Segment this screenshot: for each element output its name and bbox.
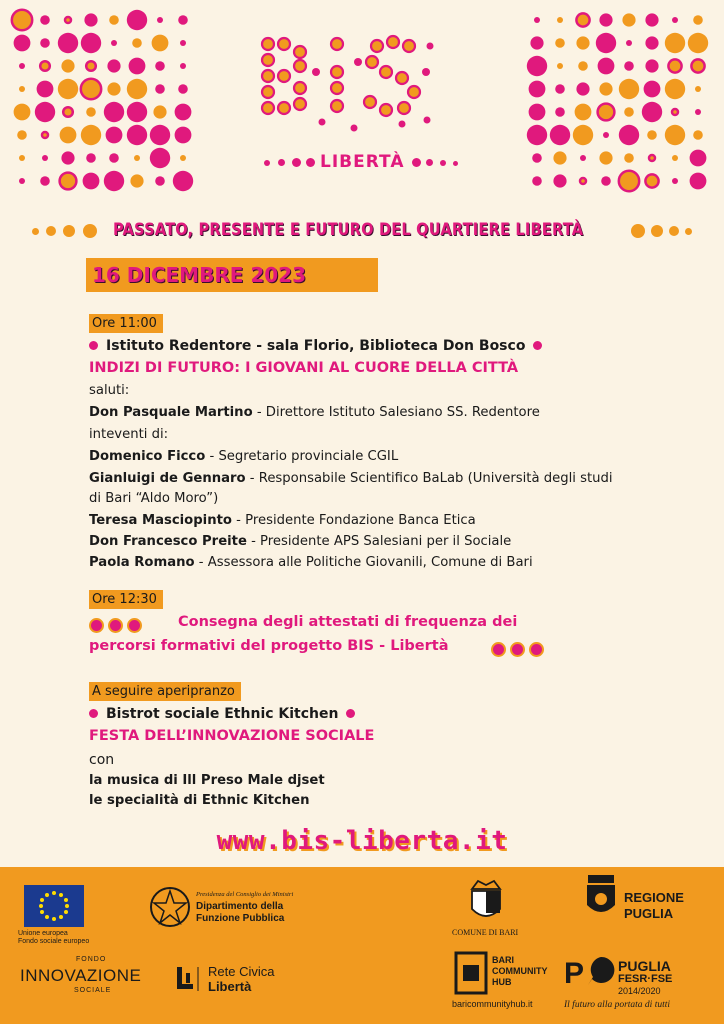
decor-dot bbox=[63, 107, 73, 117]
decor-dot bbox=[665, 125, 685, 145]
decor-dot bbox=[107, 82, 120, 95]
decor-dot bbox=[83, 173, 100, 190]
decor-dot bbox=[81, 125, 101, 145]
decor-dot bbox=[84, 13, 97, 26]
decor-dot bbox=[596, 33, 616, 53]
decor-dot bbox=[37, 81, 54, 98]
decor-dot bbox=[109, 153, 119, 163]
decor-dot bbox=[153, 105, 166, 118]
decor-dot bbox=[173, 171, 193, 191]
ring-dots-left bbox=[89, 618, 142, 633]
session-1-title: INDIZI DI FUTURO: I GIOVANI AL CUORE DELLA CITTÀ bbox=[89, 360, 519, 376]
bari-coat-of-arms-icon bbox=[466, 875, 506, 925]
decor-dot bbox=[576, 36, 589, 49]
rete-label-2: Libertà bbox=[208, 979, 252, 994]
decor-dot bbox=[532, 153, 542, 163]
dot-pattern-right bbox=[525, 8, 724, 198]
decor-dot bbox=[40, 176, 50, 186]
speaker-line bbox=[89, 555, 533, 570]
decor-dot bbox=[626, 40, 632, 46]
session-3-item: le specialità di Ethnic Kitchen bbox=[89, 793, 310, 808]
decor-dot bbox=[175, 127, 192, 144]
decor-dot bbox=[81, 33, 101, 53]
decor-dot bbox=[599, 151, 612, 164]
fondo-label: FONDO bbox=[76, 956, 107, 963]
liberta-subtitle-row bbox=[262, 152, 462, 176]
decor-dot bbox=[61, 151, 74, 164]
decor-dot bbox=[649, 155, 655, 161]
decor-dot bbox=[575, 104, 592, 121]
eu-label-2: Fondo sociale europeo bbox=[18, 938, 90, 945]
session-3-venue-line bbox=[89, 706, 355, 722]
decor-dot bbox=[550, 125, 570, 145]
decor-dot bbox=[624, 107, 634, 117]
decor-dot bbox=[81, 79, 101, 99]
decor-dot bbox=[645, 59, 658, 72]
decor-dot bbox=[555, 107, 565, 117]
decor-dot bbox=[688, 33, 708, 53]
speaker-role: - Assessora alle Politiche Giovanili, Comune di Bari bbox=[194, 555, 533, 570]
decor-dot bbox=[580, 155, 586, 161]
greetings-label: saluti: bbox=[89, 383, 130, 398]
decor-dot bbox=[573, 125, 593, 145]
dot-pattern-left bbox=[10, 8, 210, 198]
decor-dot bbox=[555, 84, 565, 94]
decor-dot bbox=[14, 35, 31, 52]
decor-dot bbox=[111, 40, 117, 46]
greeter-line bbox=[89, 405, 540, 420]
tagline: PASSATO, PRESENTE E FUTURO DEL QUARTIERE LIBERTÀ bbox=[113, 220, 584, 240]
puglia-years: 2014/2020 bbox=[618, 986, 661, 996]
decor-dot bbox=[129, 58, 146, 75]
decor-dot bbox=[150, 125, 170, 145]
decor-dot bbox=[695, 86, 701, 92]
decor-dot bbox=[672, 109, 678, 115]
decor-dot bbox=[12, 10, 32, 30]
session-1-venue-line bbox=[89, 338, 542, 354]
decor-dot bbox=[104, 102, 124, 122]
decor-dot bbox=[695, 109, 701, 115]
decor-dot bbox=[601, 176, 611, 186]
session-1-time: Ore 11:00 bbox=[89, 314, 163, 333]
decor-dot bbox=[672, 17, 678, 23]
tagline-row bbox=[30, 218, 694, 244]
speaker-role: - Presidente APS Salesiani per il Sociale bbox=[246, 534, 512, 549]
decor-dot bbox=[19, 155, 25, 161]
decor-dot bbox=[127, 79, 147, 99]
decor-dot bbox=[691, 59, 704, 72]
decor-dot bbox=[60, 173, 77, 190]
decor-dot bbox=[134, 155, 140, 161]
decor-dot bbox=[557, 17, 563, 23]
hub-label-2: COMMUNITY bbox=[492, 966, 548, 976]
speaker-role: - Presidente Fondazione Banca Etica bbox=[231, 513, 476, 528]
decor-dot bbox=[19, 63, 25, 69]
decor-dot bbox=[619, 79, 639, 99]
decor-dot bbox=[86, 153, 96, 163]
decor-dot bbox=[529, 104, 546, 121]
rete-label-1: Rete Civica bbox=[208, 964, 275, 979]
decor-dot bbox=[180, 155, 186, 161]
decor-dot bbox=[19, 86, 25, 92]
decor-dot bbox=[40, 38, 50, 48]
decor-dot bbox=[553, 174, 566, 187]
decor-dot bbox=[17, 130, 27, 140]
decor-dot bbox=[35, 102, 55, 122]
decor-dot bbox=[530, 36, 543, 49]
dfp-label-3: Funzione Pubblica bbox=[196, 913, 285, 924]
decor-dot bbox=[598, 104, 615, 121]
decor-dot bbox=[155, 84, 165, 94]
decor-dot bbox=[619, 171, 639, 191]
decor-dot bbox=[665, 79, 685, 99]
session-3-label: A seguire aperipranzo bbox=[89, 682, 241, 701]
decor-dot bbox=[132, 38, 142, 48]
decor-dot bbox=[624, 61, 634, 71]
hub-url[interactable]: baricommunityhub.it bbox=[452, 999, 533, 1009]
decor-dot bbox=[598, 58, 615, 75]
decor-dot bbox=[576, 13, 589, 26]
decor-dot bbox=[178, 15, 188, 25]
decor-dot bbox=[155, 176, 165, 186]
date-banner bbox=[86, 258, 378, 292]
greeter-name: Don Pasquale Martino bbox=[89, 405, 253, 420]
hub-label-1: BARI bbox=[492, 955, 514, 965]
decor-dot bbox=[576, 82, 589, 95]
bis-logo bbox=[252, 28, 442, 148]
decor-dot bbox=[529, 81, 546, 98]
decor-dot bbox=[104, 171, 124, 191]
decor-dot bbox=[555, 38, 565, 48]
decor-dot bbox=[527, 125, 547, 145]
decor-dot bbox=[647, 130, 657, 140]
decor-dot bbox=[14, 104, 31, 121]
bari-community-hub-logo-icon bbox=[454, 951, 488, 995]
eu-label-1: Unione europea bbox=[18, 930, 68, 937]
speaker-line bbox=[89, 471, 613, 486]
session-2-line-2: percorsi formativi del progetto BIS - Libertà bbox=[89, 638, 449, 654]
puglia-p-letter: P bbox=[564, 957, 585, 990]
decor-dot bbox=[58, 79, 78, 99]
session-3-item: la musica di Ill Preso Male djset bbox=[89, 773, 325, 788]
liberta-subtitle: LIBERTÀ bbox=[320, 152, 405, 172]
decor-dot bbox=[672, 155, 678, 161]
puglia-speech-bubble-icon bbox=[586, 955, 616, 987]
regione-puglia-emblem-icon bbox=[584, 873, 618, 921]
event-date: 16 DICEMBRE 2023 bbox=[92, 263, 307, 287]
session-2-line-1: Consegna degli attestati di frequenza dei bbox=[178, 614, 518, 630]
puglia-label-2: FESR·FSE bbox=[618, 973, 673, 985]
session-3-venue: Bistrot sociale Ethnic Kitchen bbox=[106, 706, 339, 722]
partners-footer bbox=[0, 867, 724, 1024]
speaker-name: Domenico Ficco bbox=[89, 449, 206, 464]
decor-dot bbox=[60, 127, 77, 144]
speaker-name: Gianluigi de Gennaro bbox=[89, 471, 246, 486]
decor-dot bbox=[150, 148, 170, 168]
decor-dot bbox=[580, 178, 586, 184]
decor-dot bbox=[65, 17, 71, 23]
decor-dot bbox=[693, 130, 703, 140]
speaker-name: Don Francesco Preite bbox=[89, 534, 247, 549]
decor-dot bbox=[693, 15, 703, 25]
decor-dot bbox=[619, 125, 639, 145]
decor-dot bbox=[175, 104, 192, 121]
speaker-name: Teresa Masciopinto bbox=[89, 513, 232, 528]
speaker-line bbox=[89, 449, 398, 464]
decor-dot bbox=[624, 153, 634, 163]
decor-dot bbox=[86, 61, 96, 71]
bullet-dot bbox=[346, 709, 355, 718]
speaker-role: - Responsabile Scientifico BaLab (Università degli studi bbox=[245, 471, 613, 486]
innovazione-label: INNOVAZIONE bbox=[20, 966, 142, 985]
decor-dot bbox=[527, 56, 547, 76]
decor-dot bbox=[599, 82, 612, 95]
decor-dot bbox=[603, 132, 609, 138]
regione-label-2: PUGLIA bbox=[624, 906, 674, 921]
eu-flag-icon bbox=[24, 885, 84, 927]
decor-dot bbox=[178, 84, 188, 94]
bullet-dot bbox=[89, 709, 98, 718]
bullet-dot bbox=[533, 341, 542, 350]
con-label: con bbox=[89, 752, 115, 768]
decor-dot bbox=[553, 151, 566, 164]
session-2-time: Ore 12:30 bbox=[89, 590, 163, 609]
decor-dot bbox=[557, 63, 563, 69]
decor-dot bbox=[672, 178, 678, 184]
hub-label-3: HUB bbox=[492, 977, 512, 987]
decor-dot bbox=[534, 17, 540, 23]
decor-dot bbox=[690, 150, 707, 167]
greeter-role: - Direttore Istituto Salesiano SS. Redentore bbox=[252, 405, 540, 420]
decor-dot bbox=[40, 15, 50, 25]
comune-label: COMUNE DI BARI bbox=[452, 928, 519, 937]
decor-dot bbox=[107, 59, 120, 72]
speaker-role-continued: di Bari “Aldo Moro”) bbox=[89, 491, 219, 506]
decor-dot bbox=[109, 15, 119, 25]
decor-dot bbox=[645, 13, 658, 26]
decor-dot bbox=[155, 61, 165, 71]
decor-dot bbox=[668, 59, 681, 72]
website-link[interactable]: www.bis-liberta.it bbox=[216, 826, 508, 856]
italian-emblem-icon bbox=[148, 885, 192, 929]
speaker-line bbox=[89, 534, 511, 549]
decor-dot bbox=[19, 178, 25, 184]
decor-dot bbox=[599, 13, 612, 26]
decor-dot bbox=[578, 61, 588, 71]
decor-dot bbox=[127, 125, 147, 145]
decor-dot bbox=[622, 13, 635, 26]
dfp-label-2: Dipartimento della bbox=[196, 901, 284, 912]
decor-dot bbox=[42, 155, 48, 161]
decor-dot bbox=[157, 17, 163, 23]
sociale-label: SOCIALE bbox=[74, 987, 112, 994]
session-1-venue: Istituto Redentore - sala Florio, Biblioteca Don Bosco bbox=[106, 338, 526, 354]
speaker-role: - Segretario provinciale CGIL bbox=[205, 449, 399, 464]
decor-dot bbox=[58, 33, 78, 53]
decor-dot bbox=[642, 102, 662, 122]
speakers-label: inteventi di: bbox=[89, 427, 169, 442]
decor-dot bbox=[644, 81, 661, 98]
regione-label-1: REGIONE bbox=[624, 890, 684, 905]
puglia-claim: Il futuro alla portata di tutti bbox=[564, 1000, 671, 1010]
ring-dots-right bbox=[491, 642, 544, 657]
rete-civica-logo-icon bbox=[174, 965, 202, 993]
dfp-label-1: Presidenza del Consiglio dei Ministri bbox=[196, 891, 294, 898]
decor-dot bbox=[40, 61, 50, 71]
decor-dot bbox=[42, 132, 48, 138]
decor-dot bbox=[61, 59, 74, 72]
decor-dot bbox=[665, 33, 685, 53]
speaker-name: Paola Romano bbox=[89, 555, 195, 570]
decor-dot bbox=[645, 174, 658, 187]
puglia-label-1: PUGLIA bbox=[618, 958, 671, 974]
decor-dot bbox=[127, 102, 147, 122]
decor-dot bbox=[645, 36, 658, 49]
decor-dot bbox=[130, 174, 143, 187]
decor-dot bbox=[106, 127, 123, 144]
decor-dot bbox=[532, 176, 542, 186]
bullet-dot bbox=[89, 341, 98, 350]
speaker-line bbox=[89, 513, 476, 528]
decor-dot bbox=[152, 35, 169, 52]
session-3-title: FESTA DELL’INNOVAZIONE SOCIALE bbox=[89, 728, 375, 744]
decor-dot bbox=[127, 10, 147, 30]
decor-dot bbox=[180, 63, 186, 69]
decor-dot bbox=[690, 173, 707, 190]
decor-dot bbox=[180, 40, 186, 46]
decor-dot bbox=[86, 107, 96, 117]
